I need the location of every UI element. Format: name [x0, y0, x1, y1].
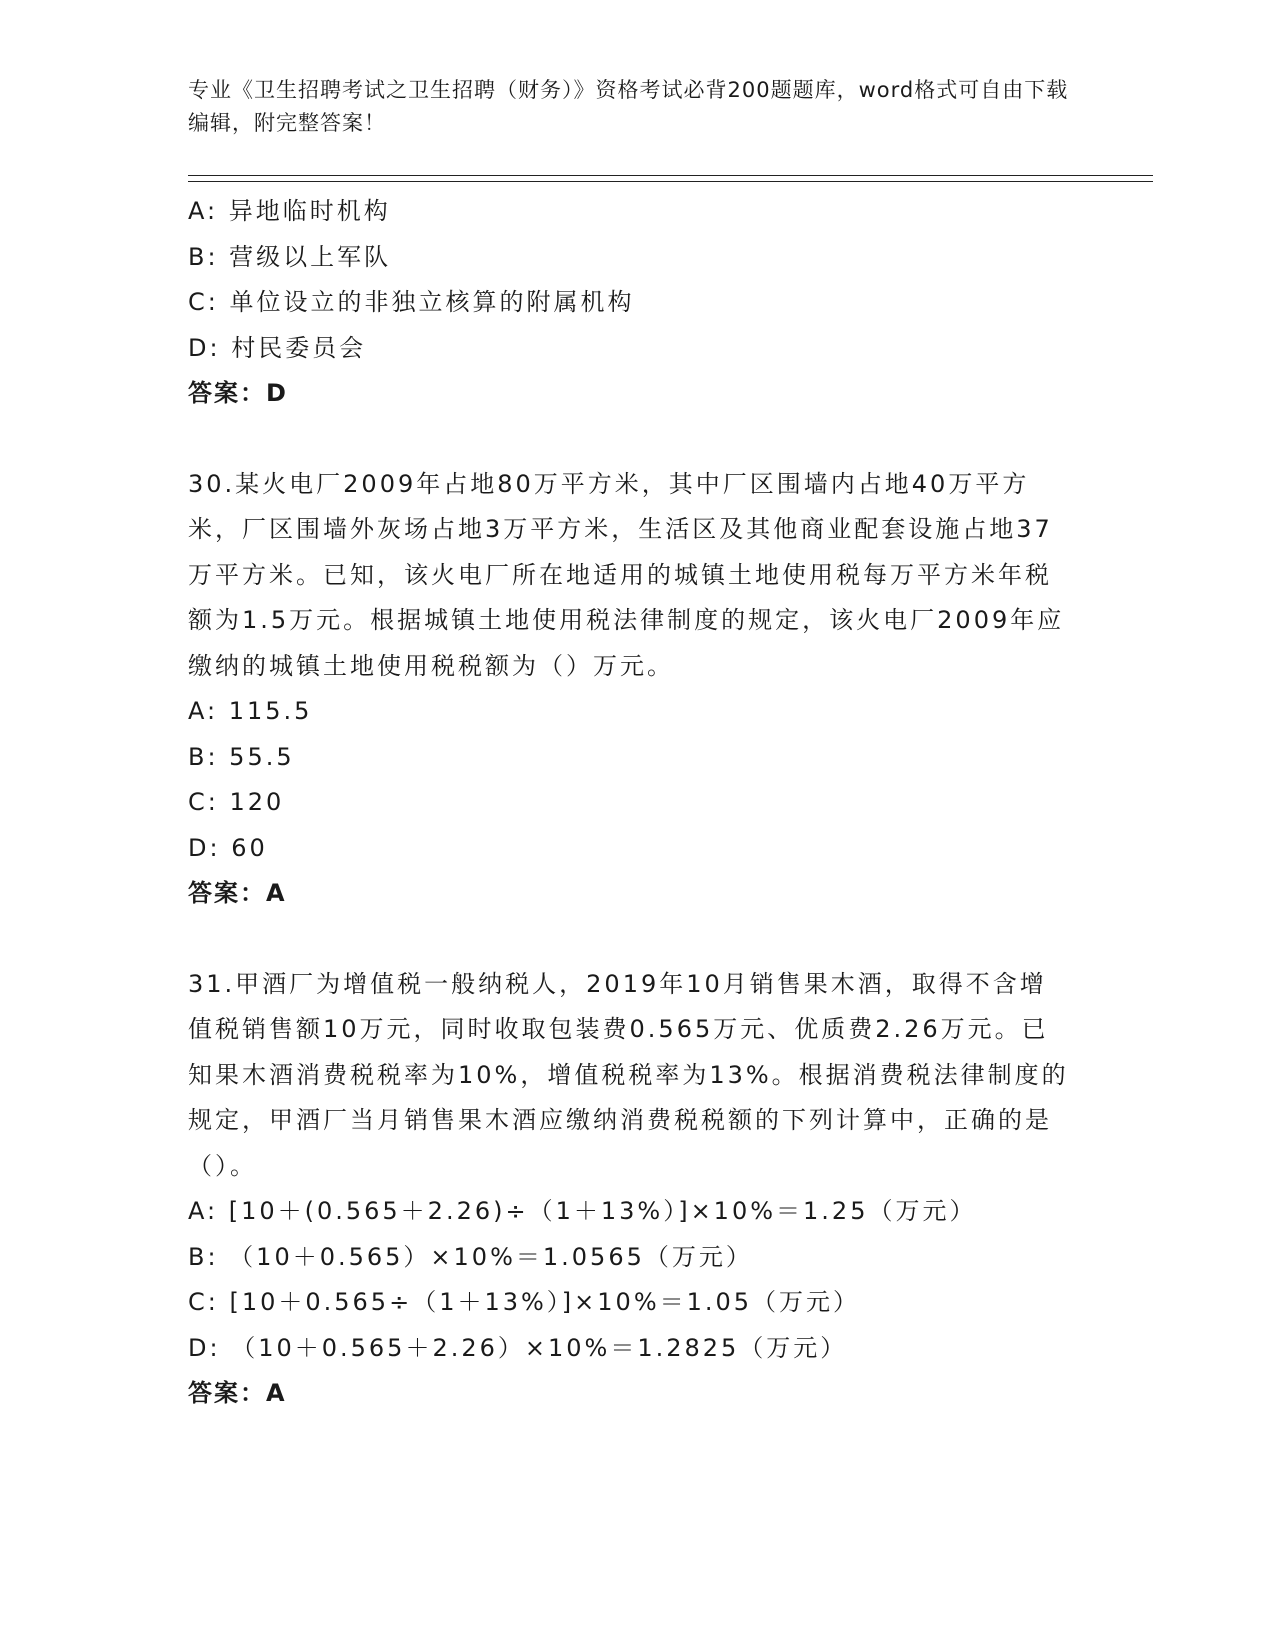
q29-option-b: B: 营级以上军队 [188, 242, 392, 271]
q29-option-a: A: 异地临时机构 [188, 197, 391, 225]
q29-option-d: D: 村民委员会 [188, 333, 367, 362]
q31-option-b: B: （10＋0.565）×10%＝1.0565（万元） [188, 1242, 753, 1271]
header-rule-bottom [188, 181, 1153, 182]
question-31-block [188, 962, 1088, 1417]
q31-question-text: 31.甲酒厂为增值税一般纳税人，2019年10月销售果木酒，取得不含增值税销售额10万元，同时收取包装费0.565万元、优质费2.26万元。已知果木酒消费税税率为10%，增值税税率为13%。根据消费税法律制度的规定，甲酒厂当月销售果木酒应缴纳消费税税额的下列计算中，正确的是（）。 [188, 969, 1069, 1180]
question-29-block [188, 189, 1088, 417]
q30-option-b: B: 55.5 [188, 742, 295, 771]
q30-option-c: C: 120 [188, 788, 285, 816]
q29-option-c: C: 单位设立的非独立核算的附属机构 [188, 288, 635, 316]
q30-answer: 答案：A [188, 879, 287, 907]
q31-option-a: A: [10＋(0.565＋2.26)÷（1＋13%）]×10%＝1.25（万元） [188, 1197, 977, 1225]
document-body [188, 189, 1088, 1417]
q30-question-text: 30.某火电厂2009年占地80万平方米，其中厂区围墙内占地40万平方米，厂区围墙外灰场占地3万平方米，生活区及其他商业配套设施占地37万平方米。已知，该火电厂所在地适用的城镇土地使用税每万平方米年税额为1.5万元。根据城镇土地使用税法律制度的规定，该火电厂2009年应缴纳的城镇土地使用税税额为（）万元。 [188, 469, 1065, 680]
q30-option-d: D: 60 [188, 833, 268, 862]
q31-answer: 答案：A [188, 1379, 287, 1407]
question-30-block [188, 462, 1088, 917]
header-rule-top [188, 175, 1153, 176]
q31-option-d: D: （10＋0.565＋2.26）×10%＝1.2825（万元） [188, 1333, 848, 1362]
q30-option-a: A: 115.5 [188, 697, 313, 725]
q31-option-c: C: [10＋0.565÷（1＋13%）]×10%＝1.05（万元） [188, 1288, 861, 1316]
spacer [188, 917, 1088, 962]
q29-answer: 答案：D [188, 379, 288, 407]
document-header: 专业《卫生招聘考试之卫生招聘（财务）》资格考试必背200题题库，word格式可自由下载编辑，附完整答案！ [188, 78, 1069, 135]
spacer [188, 417, 1088, 462]
